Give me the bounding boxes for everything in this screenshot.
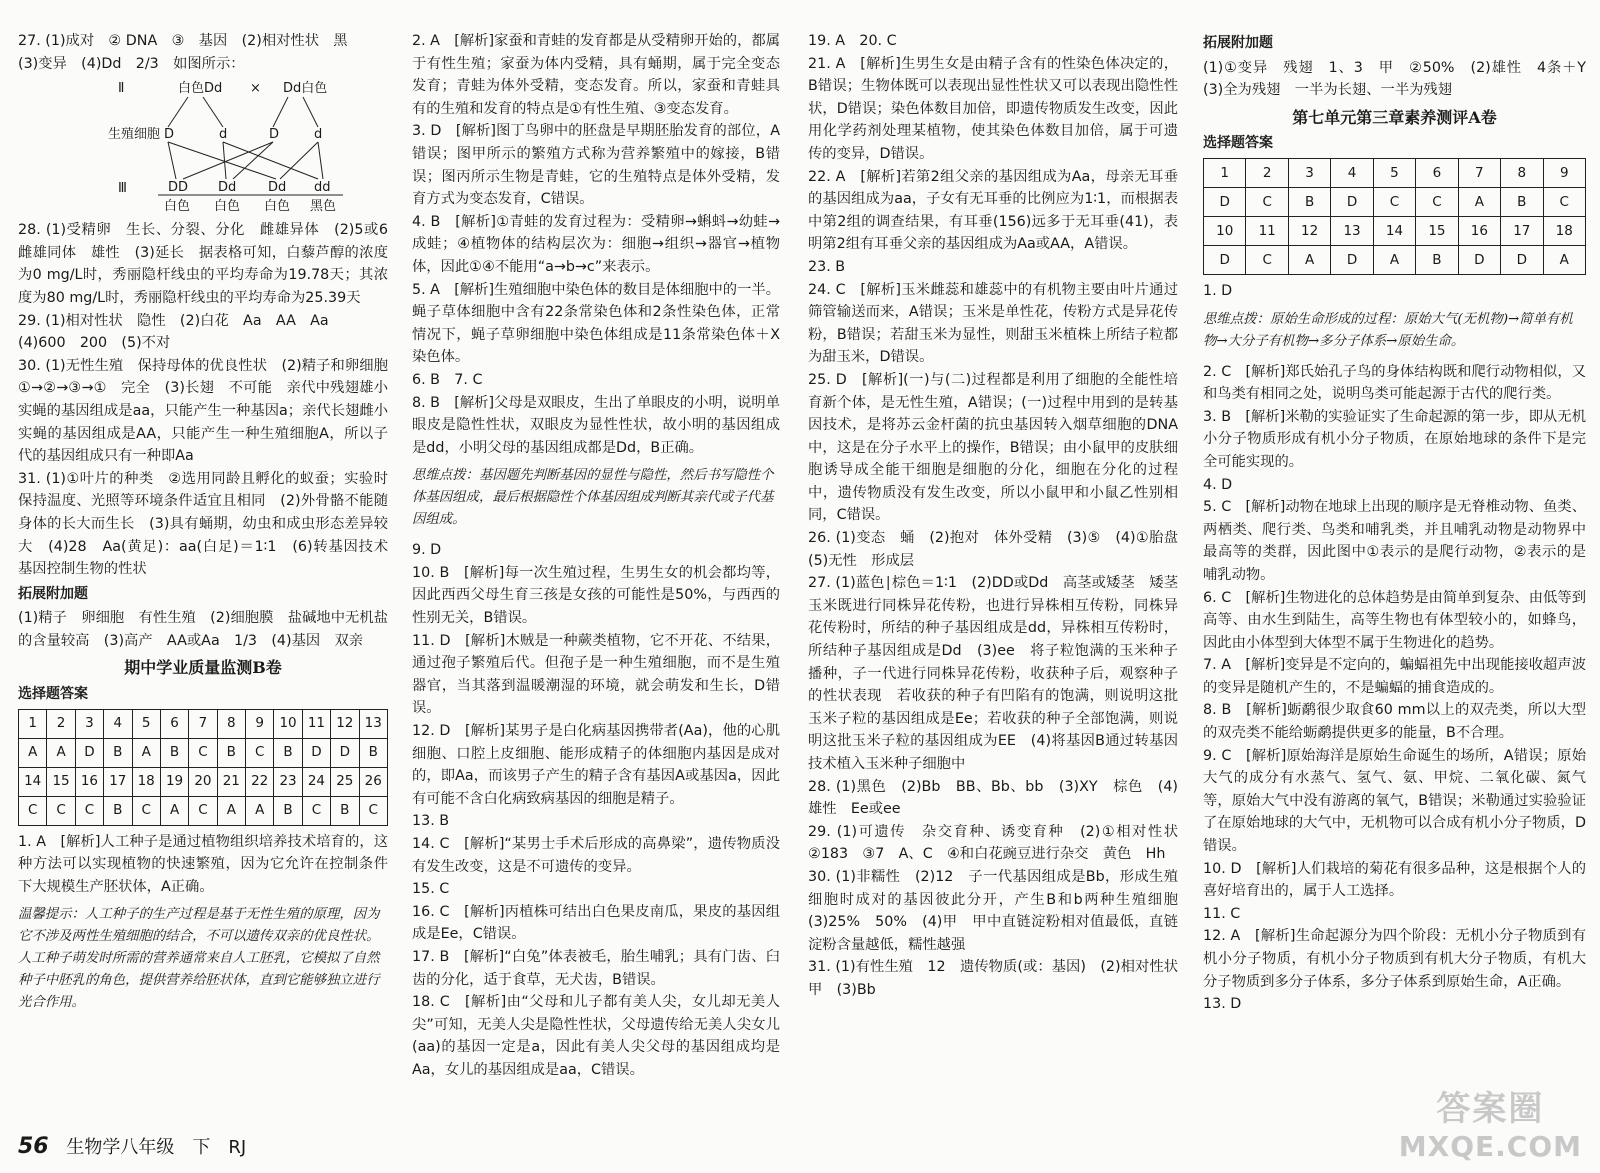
- question-number-cell: 22: [246, 767, 274, 796]
- answer-12: 12. D [解析]某男子是白化病基因携带者(Aa)，他的心肌细胞、口腔上皮细胞、能形成精子的体细胞内基因是成对的，即Aa，而该男子产生的精子含有基因A或基因a，因此有可能不含白化病致病基因的细胞是精子。: [412, 723, 780, 807]
- question-number-cell: 15: [47, 767, 75, 796]
- answer-8: 8. B [解析]蛎鹬很少取食60 mm以上的双壳类，所以大型的双壳类不能给蛎鹬提供更多的能量，B不合理。: [1203, 702, 1586, 742]
- question-number-cell: 7: [1458, 158, 1500, 187]
- answer-26: 26. (1)变态 蛹 (2)抱对 体外受精 (3)⑤ (4)①胎盘 (5)无性 形成层: [808, 530, 1193, 569]
- offspring-1: DD: [168, 180, 189, 196]
- answer-cell: B: [359, 738, 388, 767]
- question-number-cell: 17: [1501, 216, 1543, 245]
- answer-cell: A: [132, 738, 160, 767]
- answer-15: 15. C: [412, 881, 450, 898]
- section-title: 期中学业质量监测B卷: [124, 658, 282, 678]
- answer-cell: D: [1204, 187, 1246, 216]
- answer-3: 3. B [解析]米勒的实验证实了生命起源的第一步，即从无机小分子物质形成有机小分子物质，在原始地球的条件下是完全可能实现的。: [1203, 408, 1586, 470]
- answer-5: 5. C [解析]动物在地球上出现的顺序是无脊椎动物、鱼类、两栖类、爬行类、鸟类和哺乳类，并且哺乳动物是动物界中最高等的类群，因此图中①表示的是爬行动物，②表示的是哺乳动物。: [1203, 499, 1586, 583]
- answer-cell: D: [1458, 245, 1500, 274]
- page-number: 56: [18, 1134, 49, 1159]
- answer-cell: B: [1288, 187, 1330, 216]
- answer-cell: B: [217, 738, 245, 767]
- question-number-cell: 14: [1373, 216, 1415, 245]
- answer-10: 10. D [解析]人们栽培的菊花有很多品种，这是根据个人的喜好培育出的，属于人工选择。: [1203, 860, 1586, 900]
- question-number-cell: 17: [104, 767, 132, 796]
- answer-29: 29. (1)可遗传 杂交育种、诱变育种 (2)①相对性状 ②183 ③7 A、C ④和白花豌豆进行杂交 黄色 Hh: [808, 823, 1193, 863]
- answer-cell: C: [359, 796, 388, 825]
- answer-table-row: [1204, 187, 1586, 216]
- answer-cell: C: [246, 738, 274, 767]
- column-1: [18, 30, 403, 1022]
- answer-cell: D: [302, 738, 330, 767]
- parent-1: 白色Dd: [178, 81, 223, 97]
- column-4: [1203, 30, 1600, 1016]
- answer-cell: C: [1416, 187, 1458, 216]
- question-number-cell: 4: [1331, 158, 1373, 187]
- offspring-2: Dd: [218, 180, 237, 196]
- question-number-cell: 12: [1288, 216, 1330, 245]
- phenotype-2: 白色: [214, 199, 241, 215]
- question-number-cell: 23: [274, 767, 302, 796]
- column-2: [412, 30, 780, 1082]
- answer-8: 8. B [解析]父母是双眼皮，生出了单眼皮的小明，说明单眼皮是隐性性状，双眼皮为显性性状，故小明的基因组成是dd，小明父母的基因组成都是Dd，B正确。: [412, 394, 780, 456]
- question-number-cell: 12: [331, 709, 359, 738]
- answer-2: 2. C [解析]郑氏始孔子鸟的身体结构既和爬行动物相似，又和鸟类有相同之处，说明鸟类可能起源于古代的爬行类。: [1203, 363, 1586, 403]
- question-number-cell: 5: [132, 709, 160, 738]
- answer-cell: D: [1204, 245, 1246, 274]
- answer-29: 29. (1)相对性状 隐性 (2)白花 Aa AA Aa (4)600 200 (5)不对: [18, 312, 329, 352]
- answer-6-7: 6. B 7. C: [412, 371, 483, 388]
- question-number-cell: 2: [47, 709, 75, 738]
- answer-23: 23. B: [808, 258, 846, 275]
- column-3: [808, 30, 1193, 1002]
- answer-cell: D: [75, 738, 103, 767]
- answer-30: 30. (1)无性生殖 保持母体的优良性状 (2)精子和卵细胞 ①→②→③→① 完全 (3)长翅 不可能 亲代中残翅雄小实蝇的基因组成是aa，只能产生一种基因a；亲代长翅雌小实蝇的基因组成是AA，只能产生一种生殖细胞A，所以子代的基因组成只有一种即Aa: [18, 357, 403, 465]
- answer-cell: A: [217, 796, 245, 825]
- parent-2: Dd白色: [283, 81, 328, 97]
- phenotype-1: 白色: [164, 199, 191, 215]
- question-number-cell: 2: [1246, 158, 1288, 187]
- answer-cell: A: [1288, 245, 1330, 274]
- answer-table-row: [1204, 216, 1586, 245]
- answer-28: 28. (1)受精卵 生长、分裂、分化 雌雄异体 (2)5或6 雌雄同体 雄性 (3)延长 据表格可知，白藜芦醇的浓度为0 mg/L时，秀丽隐杆线虫的平均寿命为19.78天；其浓度为80 mg/L时，秀丽隐杆线虫的平均寿命为25.39天: [18, 222, 403, 306]
- answer-table-row: [19, 767, 388, 796]
- gamete-label: 生殖细胞: [108, 127, 161, 143]
- answer-cell: B: [1501, 187, 1543, 216]
- answer-cell: C: [47, 796, 75, 825]
- answer-9: 9. C [解析]原始海洋是原始生命诞生的场所，A错误；原始大气的成分有水蒸气、氢气、氨、甲烷、二氧化碳、氮气等，原始大气中没有游离的氧气，B错误；米勒通过实验验证了在原始地球的大气中，无机物可以合成有机小分子物质，D错误。: [1203, 747, 1586, 855]
- answer-17: 17. B [解析]“白兔”体表被毛，胎生哺乳；具有门齿、臼齿的分化，适于食草，无犬齿，B错误。: [412, 948, 780, 988]
- tip-note: 温馨提示：人工种子的生产过程是基于无性生殖的原理，因为它不涉及两性生殖细胞的结合，不可以遗传双亲的优良性状。人工种子萌发时所需的营养通常来自人工胚乳，它模拟了自然种子中胚乳的角色，提供营养给胚状体，直到它能够独立进行光合作用。: [18, 907, 380, 1011]
- question-number-cell: 13: [359, 709, 388, 738]
- question-number-cell: 9: [246, 709, 274, 738]
- answer-13: 13. D: [1203, 996, 1242, 1013]
- answer-cell: C: [302, 796, 330, 825]
- question-number-cell: 19: [160, 767, 188, 796]
- cross-lines: [18, 77, 388, 217]
- question-number-cell: 8: [1501, 158, 1543, 187]
- watermark-bottom: MXQE.COM: [1398, 1130, 1582, 1163]
- question-number-cell: 9: [1543, 158, 1586, 187]
- answer-cell: A: [1543, 245, 1586, 274]
- offspring-3: Dd: [268, 180, 287, 196]
- answer-6: 6. C [解析]生物进化的总体趋势是由简单到复杂、由低等到高等、由水生到陆生，高等生物也有体型较小的，如蜂鸟，因此由小体型到大体型不属于生物进化的趋势。: [1203, 589, 1586, 651]
- answer-table-row: [19, 709, 388, 738]
- answer-cell: C: [132, 796, 160, 825]
- cross-sign: ×: [250, 81, 261, 97]
- choice-answers-title: 选择题答案: [1203, 135, 1273, 152]
- answer-11: 11. D [解析]木贼是一种蕨类植物，它不开花、不结果，通过孢子繁殖后代。但孢子是一种生殖细胞，而不是生殖器官，当其落到温暖潮湿的环境，就会萌发和生长，D错误。: [412, 632, 780, 717]
- answer-4: 4. D: [1203, 476, 1233, 493]
- question-number-cell: 16: [75, 767, 103, 796]
- watermark-top: 答案圈: [1436, 1089, 1545, 1129]
- answer-5: 5. A [解析]生殖细胞中染色体的数目是体细胞中的一半。蝇子草体细胞中含有22条常染色体和2条性染色体，正常情况下，蝇子草卵细胞中染色体组成是11条常染色体＋X染色体。: [412, 281, 780, 366]
- question-number-cell: 6: [1416, 158, 1458, 187]
- question-number-cell: 24: [302, 767, 330, 796]
- answer-table-row: [1204, 245, 1586, 274]
- answer-18: 18. C [解析]由“父母和儿子都有美人尖，女儿却无美人尖”可知，无美人尖是隐性性状，父母遗传给无美人尖女儿(aa)的基因一定是a，因此有美人尖父母的基因组成均是Aa，女儿的基因组成是aa，C错误。: [412, 994, 780, 1078]
- question-number-cell: 4: [104, 709, 132, 738]
- extension-answer: (1)精子 卵细胞 有性生殖 (2)细胞膜 盐碱地中无机盐的含量较高 (3)高产 AA或Aa 1/3 (4)基因 双亲: [18, 610, 388, 649]
- question-number-cell: 14: [19, 767, 47, 796]
- question-number-cell: 11: [302, 709, 330, 738]
- answer-30: 30. (1)非糯性 (2)12 子一代基因组成是Bb，形成生殖细胞时成对的基因彼此分开，产生B和b两种生殖细胞 (3)25% 50% (4)甲 甲中直链淀粉相对值最低，直链淀粉含量越低，糯性越强: [808, 868, 1193, 953]
- answer-cell: C: [189, 738, 217, 767]
- book-subject: 生物学八年级 下 RJ: [66, 1137, 247, 1158]
- question-number-cell: 15: [1416, 216, 1458, 245]
- answer-cell: B: [331, 796, 359, 825]
- question-number-cell: 3: [1288, 158, 1330, 187]
- answer-cell: A: [1373, 245, 1415, 274]
- answer-cell: B: [274, 796, 302, 825]
- answer-cell: B: [274, 738, 302, 767]
- answer-16: 16. C [解析]丙植株可结出白色果皮南瓜，果皮的基因组成是Ee，C错误。: [412, 903, 780, 943]
- genetic-cross-diagram: [18, 77, 388, 217]
- answer-cell: C: [1373, 187, 1415, 216]
- question-number-cell: 21: [217, 767, 245, 796]
- generation-2-label: Ⅱ: [118, 81, 125, 97]
- answer-14: 14. C [解析]“某男士手术后形成的高鼻梁”，遗传物质没有发生改变，这是不可遗传的变异。: [412, 836, 780, 875]
- question-number-cell: 1: [1204, 158, 1246, 187]
- question-number-cell: 20: [189, 767, 217, 796]
- answer-cell: D: [1501, 245, 1543, 274]
- answer-cell: A: [19, 738, 47, 767]
- answer-28: 28. (1)黑色 (2)Bb BB、Bb、bb (3)XY 棕色 (4)雄性 Ee或ee: [808, 778, 1178, 818]
- question-number-cell: 18: [132, 767, 160, 796]
- question-number-cell: 3: [75, 709, 103, 738]
- page-footer: [18, 1133, 246, 1159]
- phenotype-3: 白色: [264, 199, 291, 215]
- gamete-4: d: [314, 127, 323, 143]
- answer-21: 21. A [解析]生男生女是由精子含有的性染色体决定的，B错误；生物体既可以表现出显性性状又可以表现出隐性性状，D错误；染色体数目加倍，即遗传物质发生改变，因此用化学药剂处理某植物，使其染色体数目加倍，属于可遗传的变异，D错误。: [808, 55, 1178, 162]
- answer-1: 1. A [解析]人工种子是通过植物组织培养技术培育的，这种方法可以实现植物的快速繁殖，因为它允许在控制条件下大规模生产胚状体，A正确。: [18, 833, 388, 895]
- answer-27b: (3)变异 (4)Dd 2/3 如图所示：: [18, 55, 245, 72]
- answer-cell: D: [1331, 245, 1373, 274]
- section-title: 第七单元第三章素养测评A卷: [1292, 107, 1497, 127]
- answer-19-20: 19. A 20. C: [808, 33, 897, 49]
- question-number-cell: 7: [189, 709, 217, 738]
- question-number-cell: 16: [1458, 216, 1500, 245]
- answer-cell: C: [1246, 245, 1288, 274]
- question-number-cell: 6: [160, 709, 188, 738]
- choice-answers-title: 选择题答案: [18, 686, 88, 703]
- answer-cell: B: [1416, 245, 1458, 274]
- gamete-2: d: [219, 127, 228, 143]
- choice-answer-table: [1203, 158, 1586, 275]
- answer-2: 2. A [解析]家蚕和青蛙的发育都是从受精卵开始的，都属于有性生殖；家蚕为体内受精，具有蛹期，属于完全变态发育；青蛙为体外受精，变态发育。所以，家蚕和青蛙具有的生殖和发育的特点是①有性生殖、③变态发育。: [412, 33, 780, 117]
- answer-27: 27. (1)蓝色∣棕色＝1∶1 (2)DD或Dd 高茎或矮茎 矮茎玉米既进行同株异花传粉，也进行异株相互传粉，同株异花传粉时，所结的种子基因组成是dd，异株相互传粉时，所结种子基因组成是Dd (3)ee 将子粒饱满的玉米种子播种，子一代进行同株异花传粉，收获种子后，观察种子的性状表现 若收获的种子有凹陷有的饱满，则说明这批玉米子粒的基因组成是Ee；若收获的种子全部饱满，则说明这批玉米子粒的基因组成为EE (4)将基因B通过转基因技术植入玉米种子细胞中: [808, 575, 1178, 772]
- answer-cell: B: [160, 738, 188, 767]
- answer-cell: A: [160, 796, 188, 825]
- answer-4: 4. B [解析]①青蛙的发育过程为：受精卵→蝌蚪→幼蛙→成蛙；④植物体的结构层次为：细胞→组织→器官→植物体，因此①④不能用“a→b→c”来表示。: [412, 213, 780, 275]
- answer-27a: 27. (1)成对 ② DNA ③ 基因 (2)相对性状 黑: [18, 33, 348, 49]
- question-number-cell: 25: [331, 767, 359, 796]
- answer-1: 1. D: [1203, 282, 1233, 299]
- answer-cell: B: [104, 796, 132, 825]
- extension-title: 拓展附加题: [1203, 35, 1273, 51]
- answer-cell: C: [1246, 187, 1288, 216]
- answer-22: 22. A [解析]若第2组父亲的基因组成为Aa，母亲无耳垂的基因组成为aa，子女有无耳垂的比例应为1∶1，而根据表中第2组的调查结果，有耳垂(156)远多于无耳垂(41)，表明第2组有耳垂父亲的基因组成为Aa或AA，A错误。: [808, 168, 1178, 253]
- gamete-1: D: [164, 127, 175, 143]
- thinking-note: 思维点拨：基因题先判断基因的显性与隐性，然后书写隐性个体基因组成，最后根据隐性个体基因组成判断其亲代或子代基因组成。: [412, 468, 774, 528]
- answer-13: 13. B: [412, 813, 450, 830]
- answer-cell: C: [75, 796, 103, 825]
- answer-12: 12. A [解析]生命起源分为四个阶段：无机小分子物质到有机小分子物质，有机小分子物质到有机大分子物质，有机大分子物质到多分子体系，多分子体系到原始生命，A正确。: [1203, 928, 1586, 990]
- extension-answer: (1)①变异 残翅 1、3 甲 ②50% (2)雄性 4条＋Y (3)全为残翅 一半为长翅、一半为残翅: [1203, 59, 1600, 99]
- answer-3: 3. D [解析]图丁鸟卵中的胚盘是早期胚胎发育的部位，A错误；图甲所示的繁殖方式称为营养繁殖中的嫁接，B错误；图丙所示生物是青蛙，它的生殖特点是体外受精，发育方式为变态发育，C错误。: [412, 123, 780, 208]
- answer-cell: D: [331, 738, 359, 767]
- question-number-cell: 8: [217, 709, 245, 738]
- answer-cell: C: [19, 796, 47, 825]
- question-number-cell: 5: [1373, 158, 1415, 187]
- answer-table-row: [19, 796, 388, 825]
- offspring-4: dd: [314, 180, 331, 196]
- answer-table-row: [1204, 158, 1586, 187]
- answer-cell: A: [1458, 187, 1500, 216]
- answer-25: 25. D [解析](一)与(二)过程都是利用了细胞的全能性培育新个体，是无性生殖，A错误；(一)过程中用到的是转基因技术，是将苏云金杆菌的抗虫基因转入烟草细胞的DNA中，这是在分子水平上的操作，B错误；由小鼠甲的皮肤细胞诱导成全能干细胞是细胞的分化，细胞在分化的过程中，遗传物质没有发生改变，所以小鼠甲和小鼠乙性别相同，C错误。: [808, 371, 1178, 524]
- answer-31: 31. (1)①叶片的种类 ②选用同龄且孵化的蚁蚕；实验时保持温度、光照等环境条件适宜且相同 (2)外骨骼不能随身体的长大而生长 (3)具有蛹期，幼虫和成虫形态差异较大 (4)28 Aa(黄足)：aa(白足)＝1∶1 (6)转基因技术 基因控制生物的性状: [18, 470, 403, 578]
- thinking-note: 思维点拨：原始生命形成的过程：原始大气(无机物)→简单有机物→大分子有机物→多分子体系→原始生命。: [1203, 311, 1573, 349]
- question-number-cell: 26: [359, 767, 388, 796]
- answer-9: 9. D: [412, 542, 442, 559]
- phenotype-4: 黑色: [310, 199, 337, 215]
- answer-table-row: [19, 738, 388, 767]
- answer-cell: A: [47, 738, 75, 767]
- answer-31: 31. (1)有性生殖 12 遗传物质(或：基因) (2)相对性状 甲 (3)Bb: [808, 959, 1193, 998]
- answer-cell: C: [1543, 187, 1586, 216]
- answer-cell: C: [189, 796, 217, 825]
- question-number-cell: 10: [1204, 216, 1246, 245]
- answer-24: 24. C [解析]玉米雌蕊和雄蕊中的有机物主要由叶片通过筛管输送而来，A错误；玉米是单性花，传粉方式是异花传粉，B错误；若甜玉米为显性，则甜玉米植株上所结子粒都为甜玉米，D错误。: [808, 281, 1178, 366]
- question-number-cell: 11: [1246, 216, 1288, 245]
- generation-3-label: Ⅲ: [118, 181, 127, 197]
- gamete-3: D: [269, 127, 280, 143]
- answer-cell: A: [246, 796, 274, 825]
- answer-cell: B: [104, 738, 132, 767]
- choice-answer-table: [18, 709, 388, 826]
- answer-7: 7. A [解析]变异是不定向的，蝙蝠祖先中出现能接收超声波的变异是随机产生的，不是蝙蝠的捕食造成的。: [1203, 657, 1586, 696]
- question-number-cell: 13: [1331, 216, 1373, 245]
- answer-11: 11. C: [1203, 905, 1241, 922]
- answer-10: 10. B [解析]每一次生殖过程，生男生女的机会都均等，因此西西父母生育三孩是女孩的可能性是50%，与西西的性别无关，B错误。: [412, 564, 780, 627]
- answer-cell: D: [1331, 187, 1373, 216]
- extension-title: 拓展附加题: [18, 585, 88, 602]
- question-number-cell: 18: [1543, 216, 1586, 245]
- watermark-logo: [1399, 1081, 1582, 1163]
- question-number-cell: 1: [19, 709, 47, 738]
- question-number-cell: 10: [274, 709, 302, 738]
